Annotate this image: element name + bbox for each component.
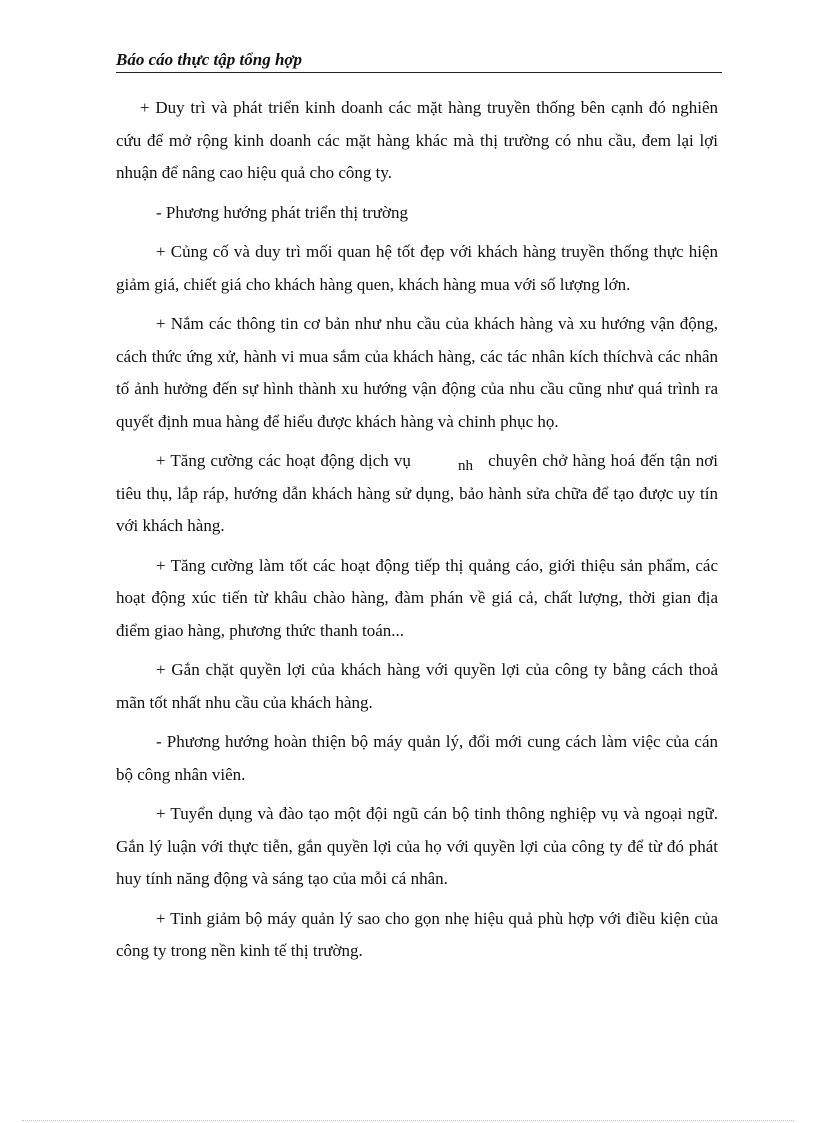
paragraph-5-start: + Tăng cường các hoạt động dịch vụ: [156, 451, 411, 470]
paragraph-7: + Gắn chặt quyền lợi của khách hàng với quyền lợi của công ty bằng cách thoả mãn tốt nhất nhu cầu của khách hàng.: [116, 660, 718, 712]
paragraph-8: - Phương hướng hoàn thiện bộ máy quản lý, đổi mới cung cách làm việc của cán bộ công nhân viên.: [116, 732, 718, 784]
inline-mark: nh: [458, 458, 473, 474]
paragraph-5-end: chuyên chở hàng hoá đến tận nơi tiêu thụ, lắp ráp, hướng dẫn khách hàng sử dụng, bảo hành sửa chữa để tạo được uy tín với khách hàng.: [116, 451, 718, 535]
paragraph-9: + Tuyển dụng và đào tạo một đội ngũ cán bộ tinh thông nghiệp vụ và ngoại ngữ. Gắn lý luận với thực tiễn, gắn quyền lợi của họ với quyền lợi của công ty để từ đó phát huy tính năng động và sáng tạo của mỗi cá nhân.: [116, 804, 718, 888]
page-bottom-rule: [22, 1120, 794, 1121]
paragraph-4: + Nắm các thông tin cơ bản như nhu cầu của khách hàng và xu hướng vận động, cách thức ứng xử, hành vi mua sắm của khách hàng, các tác nhân kích thíchvà các nhân tố ảnh hưởng đến sự hình thành xu hướng vận động của nhu cầu cũng như quá trình ra quyết định mua hàng để hiểu được khách hàng và chinh phục họ.: [116, 314, 718, 431]
paragraph-2: - Phương hướng phát triển thị trường: [156, 202, 408, 222]
paragraph-5: [116, 445, 718, 543]
paragraph-1: + Duy trì và phát triển kinh doanh các mặt hàng truyền thống bên cạnh đó nghiên cứu để mở rộng kinh doanh các mặt hàng khác mà thị trường có nhu cầu, đem lại lợi nhuận để nâng cao hiệu quả cho công ty.: [116, 98, 718, 182]
paragraph-10: + Tinh giảm bộ máy quản lý sao cho gọn nhẹ hiệu quả phù hợp với điều kiện của công ty trong nền kinh tế thị trường.: [116, 908, 718, 960]
document-body: [116, 92, 718, 968]
page-header: [116, 48, 722, 73]
paragraph-3: + Củng cố và duy trì mối quan hệ tốt đẹp với khách hàng truyền thống thực hiện giảm giá, chiết giá cho khách hàng quen, khách hàng mua với số lượng lớn.: [116, 242, 718, 294]
paragraph-6: + Tăng cường làm tốt các hoạt động tiếp thị quảng cáo, giới thiệu sản phẩm, các hoạt động xúc tiến từ khâu chào hàng, đàm phán về giá cả, chất lượng, thời gian địa điểm giao hàng, phương thức thanh toán...: [116, 555, 718, 640]
header-title: Báo cáo thực tập tổng hợp: [116, 50, 303, 69]
